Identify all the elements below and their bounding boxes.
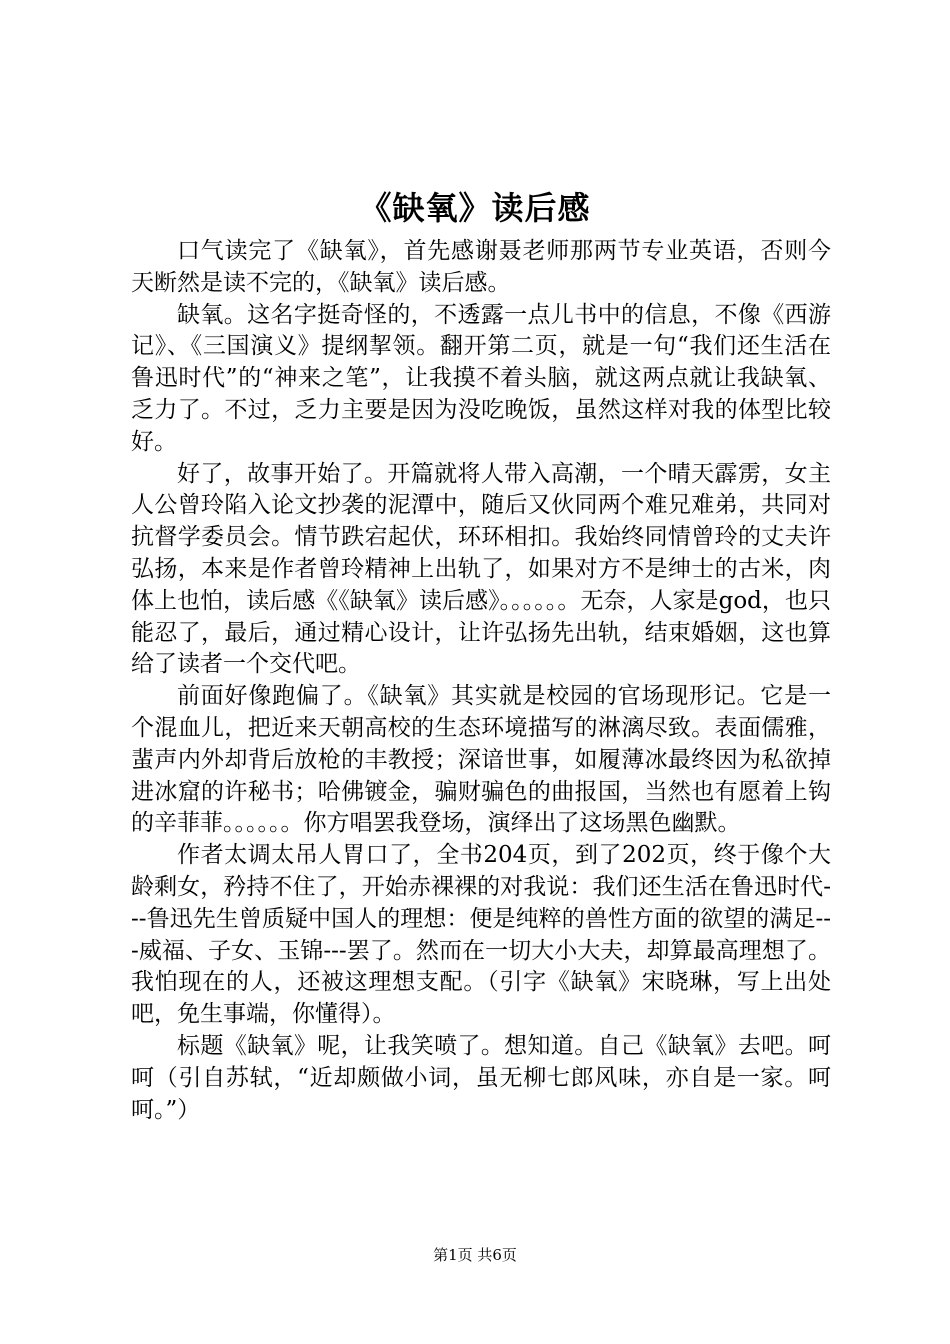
paragraph: 作者太调太吊人胃口了，全书204页，到了202页，终于像个大龄剩女，矜持不住了，开始赤裸裸的对我说：我们还生活在鲁迅时代---鲁迅先生曾质疑中国人的理想：便是纯粹的兽性方面的欲望的满足---威福、子女、玉锦---罢了。然而在一切大小大夫，却算最高理想了。我怕现在的人，还被这理想支配。（引字《缺氧》宋晓琳，写上出处吧，免生事端，你懂得）。 [131,842,831,1028]
paragraph: 好了，故事开始了。开篇就将人带入高潮，一个晴天霹雳，女主人公曾玲陷入论文抄袭的泥潭中，随后又伙同两个难兄难弟，共同对抗督学委员会。情节跌宕起伏，环环相扣。我始终同情曾玲的丈夫许弘扬，本来是作者曾玲精神上出轨了，如果对方不是绅士的古米，肉体上也怕，读后感《《缺氧》读后感》。。。。。。无奈，人家是god，也只能忍了，最后，通过精心设计，让许弘扬先出轨，结束婚姻，这也算给了读者一个交代吧。 [131,460,831,678]
page-footer [0,1244,950,1266]
document-body [131,236,831,1126]
paragraph: 缺氧。这名字挺奇怪的，不透露一点儿书中的信息，不像《西游记》、《三国演义》提纲挈领。翻开第二页，就是一句“我们还生活在鲁迅时代”的“神来之笔”，让我摸不着头脑，就这两点就让我缺氧、乏力了。不过，乏力主要是因为没吃晚饭，虽然这样对我的体型比较好。 [131,301,831,455]
paragraph: 标题《缺氧》呢，让我笑喷了。想知道。自己《缺氧》去吧。呵呵（引自苏轼，“近却颇做小词，虽无柳七郎风味，亦自是一家。呵呵。”） [131,1032,831,1123]
page-indicator: 第1页 共6页 [433,1246,517,1264]
paragraph: 前面好像跑偏了。《缺氧》其实就是校园的官场现形记。它是一个混血儿，把近来天朝高校的生态环境描写的淋漓尽致。表面儒雅，蜚声内外却背后放枪的丰教授；深谙世事，如履薄冰最终因为私欲掉进冰窟的许秘书；哈佛镀金，骗财骗色的曲报国，当然也有愿着上钩的辛菲菲。。。。。。你方唱罢我登场，演绎出了这场黑色幽默。 [131,683,831,837]
document-title: 《缺氧》读后感 [359,189,591,227]
paragraph: 口气读完了《缺氧》，首先感谢聂老师那两节专业英语，否则今天断然是读不完的，《缺氧》读后感。 [131,238,831,296]
